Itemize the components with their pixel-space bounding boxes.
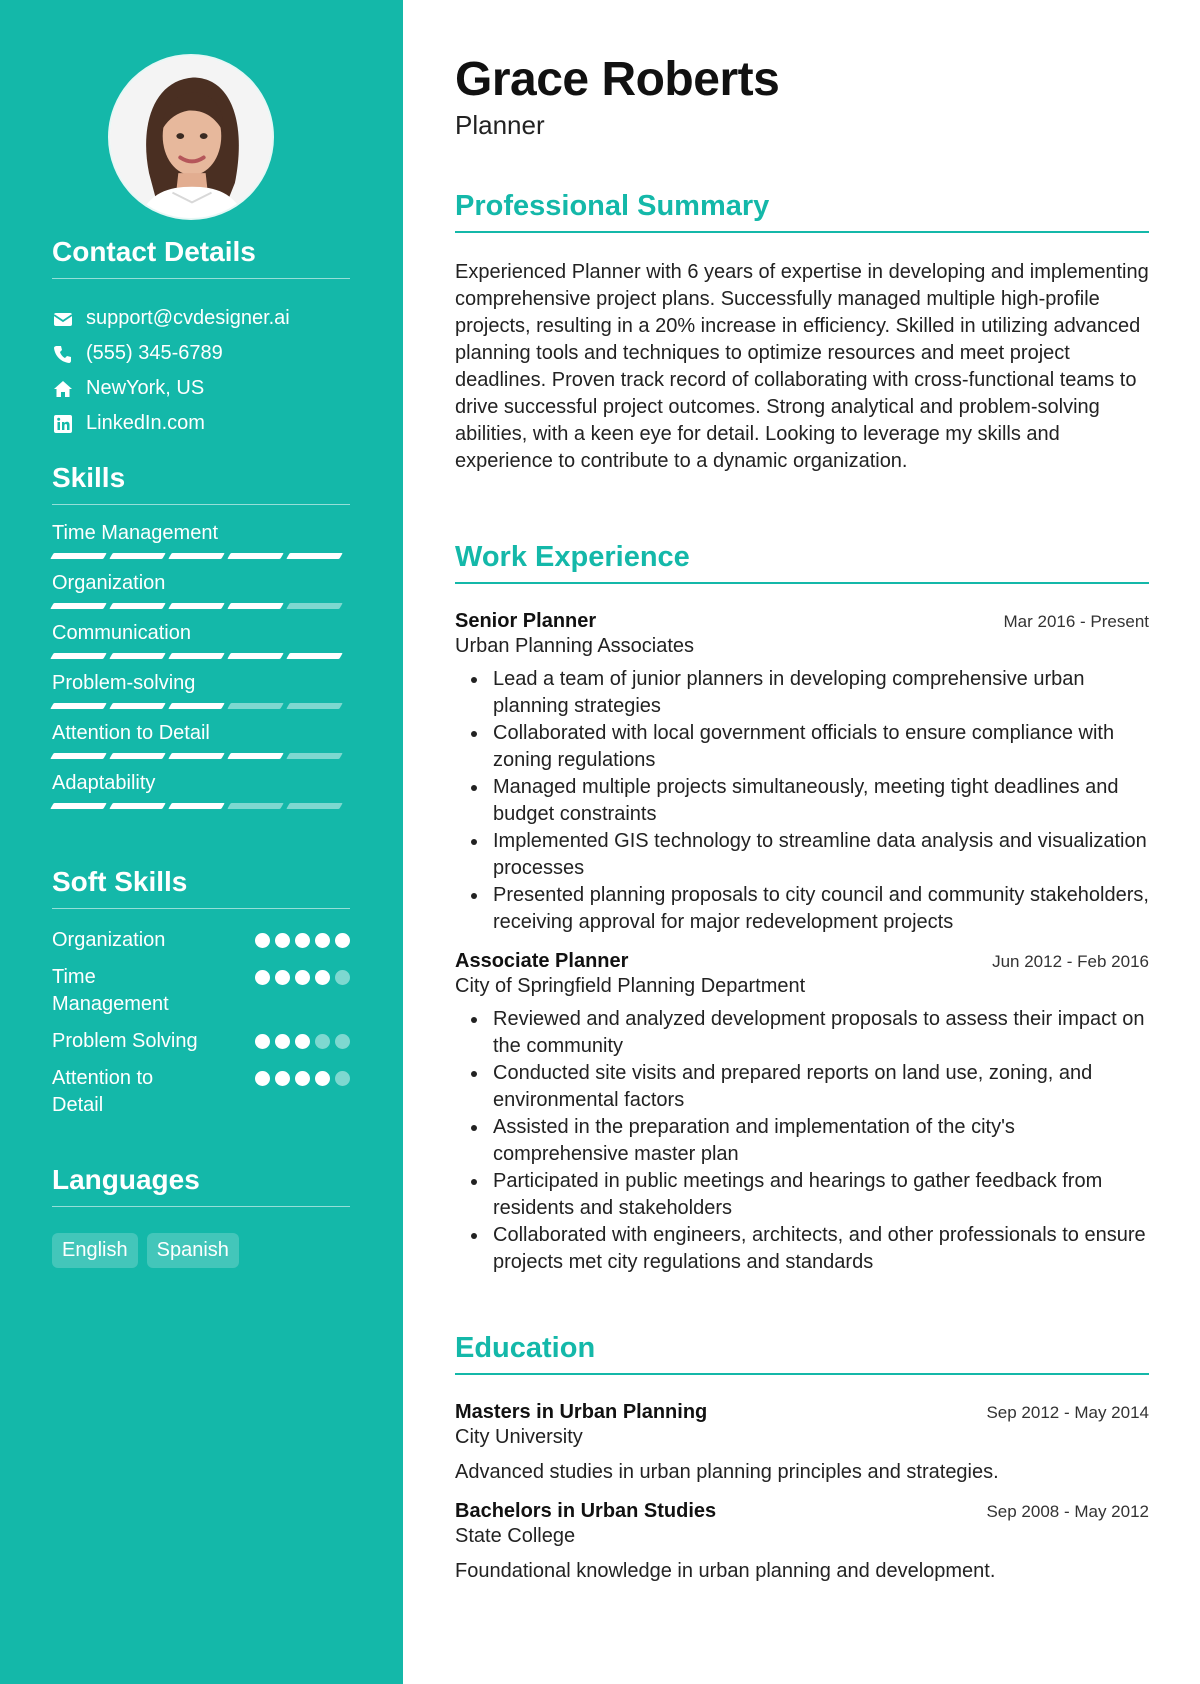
- rating-dot: [335, 933, 350, 948]
- education-header: [455, 1401, 1149, 1424]
- soft-skill-row: [52, 1028, 350, 1055]
- soft-skill-name: Attention to Detail: [52, 1067, 154, 1116]
- soft-skill-name: Time Management: [52, 966, 169, 1015]
- job-bullet: Lead a team of junior planners in developing comprehensive urban planning strategies: [493, 666, 1149, 720]
- job-organization: City of Springfield Planning Department: [455, 975, 806, 997]
- skill-bar-segment: [50, 653, 106, 659]
- skill-item: [52, 771, 350, 809]
- rating-dot: [275, 1071, 290, 1086]
- contact-heading: Contact Details: [52, 236, 350, 279]
- person-name: Grace Roberts: [455, 53, 780, 106]
- soft-skill-rating: [255, 970, 350, 985]
- rating-dot: [335, 970, 350, 985]
- language-tag: Spanish: [147, 1233, 239, 1268]
- skill-bar-segment: [50, 803, 106, 809]
- skill-bar-segment: [168, 703, 224, 709]
- job-bullet: Collaborated with engineers, architects, and other professionals to ensure projects met city regulations and standards: [493, 1222, 1149, 1276]
- soft-skill-name: Organization: [52, 929, 166, 951]
- main-content: [403, 0, 1200, 1684]
- soft-skill-row: [52, 927, 350, 954]
- home-icon: [52, 378, 74, 400]
- skill-bar: [52, 753, 350, 759]
- linkedin-icon: [52, 413, 74, 435]
- summary-text: Experienced Planner with 6 years of expertise in developing and implementing comprehensive project plans. Successfully managed multiple high-profile projects, resulting in a 20% increase in efficiency. Skilled in utilizing advanced planning tools and techniques to optimize resources and meet project deadlines. Proven track record of collaborating with cross-functional teams to drive successful project outcomes. Strong analytical and problem-solving abilities, with a keen eye for detail. Looking to leverage my skills and experience to contribute to a dynamic organization.: [455, 261, 1149, 472]
- skill-bar-segment: [109, 553, 165, 559]
- skill-bar-segment: [50, 603, 106, 609]
- education-degree: Masters in Urban Planning: [455, 1401, 708, 1423]
- job-bullets: [455, 666, 1149, 936]
- contact-linkedin[interactable]: [52, 406, 350, 441]
- skills-list: [52, 521, 350, 809]
- rating-dot: [255, 1034, 270, 1049]
- rating-dot: [295, 970, 310, 985]
- job-bullet: Presented planning proposals to city council and community stakeholders, receiving approval for major redevelopment projects: [493, 882, 1149, 936]
- job-bullet: Implemented GIS technology to streamline data analysis and visualization processes: [493, 828, 1149, 882]
- skill-name: Communication: [52, 622, 191, 644]
- skill-bar-segment: [286, 553, 342, 559]
- skill-item: [52, 621, 350, 659]
- rating-dot: [295, 1071, 310, 1086]
- summary-section: [455, 190, 1149, 475]
- languages-list: [52, 1233, 350, 1268]
- rating-dot: [255, 970, 270, 985]
- job-organization: Urban Planning Associates: [455, 635, 695, 657]
- education-description: Advanced studies in urban planning principles and strategies.: [455, 1461, 999, 1483]
- rating-dot: [315, 933, 330, 948]
- rating-dot: [315, 970, 330, 985]
- job-bullet: Conducted site visits and prepared reports on land use, zoning, and environmental factors: [493, 1060, 1149, 1114]
- summary-heading: Professional Summary: [455, 190, 1149, 233]
- skill-bar-segment: [227, 603, 283, 609]
- job-bullet: Reviewed and analyzed development proposals to assess their impact on the community: [493, 1006, 1149, 1060]
- contact-linkedin-text: LinkedIn.com: [86, 412, 205, 434]
- soft-skill-row: [52, 964, 350, 1018]
- education-list: [455, 1401, 1149, 1585]
- skill-bar-segment: [50, 553, 106, 559]
- skill-bar-segment: [168, 603, 224, 609]
- job-date: Mar 2016 - Present: [1003, 612, 1149, 631]
- contact-section: [52, 236, 350, 441]
- skill-item: [52, 571, 350, 609]
- skill-bar-segment: [168, 553, 224, 559]
- skill-bar-segment: [109, 603, 165, 609]
- skill-name: Adaptability: [52, 772, 156, 794]
- soft-skill-row: [52, 1065, 350, 1119]
- education-school: City University: [455, 1426, 583, 1448]
- skill-bar-segment: [50, 753, 106, 759]
- jobs-list: [455, 610, 1149, 1276]
- skill-bar-segment: [286, 753, 342, 759]
- skill-bar: [52, 603, 350, 609]
- rating-dot: [335, 1034, 350, 1049]
- skills-section: [52, 462, 350, 809]
- skill-bar-segment: [168, 753, 224, 759]
- person-title: Planner: [455, 110, 545, 140]
- job-bullet: Participated in public meetings and hearings to gather feedback from residents and stakeholders: [493, 1168, 1149, 1222]
- skill-bar-segment: [227, 553, 283, 559]
- skill-bar-segment: [227, 653, 283, 659]
- skill-bar-segment: [286, 703, 342, 709]
- rating-dot: [295, 933, 310, 948]
- education-degree: Bachelors in Urban Studies: [455, 1500, 717, 1522]
- rating-dot: [315, 1071, 330, 1086]
- skill-bar-segment: [168, 653, 224, 659]
- email-icon: [52, 308, 74, 330]
- job-header: [455, 610, 1149, 633]
- soft-skill-rating: [255, 1034, 350, 1049]
- contact-location: [52, 371, 350, 406]
- skill-bar: [52, 553, 350, 559]
- skill-bar-segment: [286, 603, 342, 609]
- job-bullet: Collaborated with local government officials to ensure compliance with zoning regulations: [493, 720, 1149, 774]
- languages-heading: Languages: [52, 1164, 350, 1207]
- rating-dot: [275, 1034, 290, 1049]
- rating-dot: [295, 1034, 310, 1049]
- education-header: [455, 1500, 1149, 1523]
- contact-list: [52, 301, 350, 441]
- skill-item: [52, 521, 350, 559]
- soft-skill-rating: [255, 1071, 350, 1086]
- skill-bar: [52, 703, 350, 709]
- skill-name: Time Management: [52, 522, 218, 544]
- job-header: [455, 950, 1149, 973]
- profile-photo: [110, 56, 272, 218]
- skill-bar-segment: [227, 753, 283, 759]
- rating-dot: [275, 970, 290, 985]
- soft-skills-section: [52, 866, 350, 1129]
- skill-bar-segment: [168, 803, 224, 809]
- experience-heading: Work Experience: [455, 541, 1149, 584]
- soft-skills-list: [52, 927, 350, 1119]
- avatar: [108, 54, 274, 220]
- soft-skills-heading: Soft Skills: [52, 866, 350, 909]
- rating-dot: [315, 1034, 330, 1049]
- skill-bar: [52, 803, 350, 809]
- sidebar: [0, 0, 403, 1684]
- skill-name: Attention to Detail: [52, 722, 210, 744]
- skill-bar-segment: [109, 653, 165, 659]
- contact-phone-text: (555) 345-6789: [86, 342, 223, 364]
- soft-skill-name: Problem Solving: [52, 1030, 198, 1052]
- job-bullet: Managed multiple projects simultaneously, meeting tight deadlines and budget constraints: [493, 774, 1149, 828]
- skills-heading: Skills: [52, 462, 350, 505]
- rating-dot: [255, 1071, 270, 1086]
- education-entry: [455, 1401, 1149, 1486]
- job-role: Associate Planner: [455, 950, 629, 972]
- job-role: Senior Planner: [455, 610, 597, 632]
- skill-bar-segment: [286, 803, 342, 809]
- skill-name: Problem-solving: [52, 672, 196, 694]
- language-tag: English: [52, 1233, 138, 1268]
- education-school: State College: [455, 1525, 576, 1547]
- skill-bar-segment: [50, 703, 106, 709]
- education-section: [455, 1332, 1149, 1585]
- skill-name: Organization: [52, 572, 166, 594]
- skill-bar-segment: [286, 653, 342, 659]
- skill-bar-segment: [227, 703, 283, 709]
- education-description: Foundational knowledge in urban planning and development.: [455, 1560, 996, 1582]
- job-entry: [455, 950, 1149, 1276]
- rating-dot: [255, 933, 270, 948]
- contact-email-text: support@cvdesigner.ai: [86, 307, 290, 329]
- job-date: Jun 2012 - Feb 2016: [992, 952, 1149, 971]
- skill-bar-segment: [227, 803, 283, 809]
- education-heading: Education: [455, 1332, 1149, 1375]
- job-bullets: [455, 1006, 1149, 1276]
- contact-location-text: NewYork, US: [86, 377, 205, 399]
- education-date: Sep 2008 - May 2012: [986, 1502, 1149, 1521]
- education-date: Sep 2012 - May 2014: [986, 1403, 1149, 1422]
- rating-dot: [275, 933, 290, 948]
- languages-section: [52, 1164, 350, 1268]
- skill-bar-segment: [109, 803, 165, 809]
- contact-email[interactable]: [52, 301, 350, 336]
- education-entry: [455, 1500, 1149, 1585]
- skill-item: [52, 671, 350, 709]
- rating-dot: [335, 1071, 350, 1086]
- experience-section: [455, 541, 1149, 1276]
- contact-phone[interactable]: [52, 336, 350, 371]
- phone-icon: [52, 343, 74, 365]
- soft-skill-rating: [255, 933, 350, 948]
- skill-bar-segment: [109, 753, 165, 759]
- skill-bar: [52, 653, 350, 659]
- skill-item: [52, 721, 350, 759]
- skill-bar-segment: [109, 703, 165, 709]
- job-entry: [455, 610, 1149, 936]
- job-bullet: Assisted in the preparation and implementation of the city's comprehensive master plan: [493, 1114, 1149, 1168]
